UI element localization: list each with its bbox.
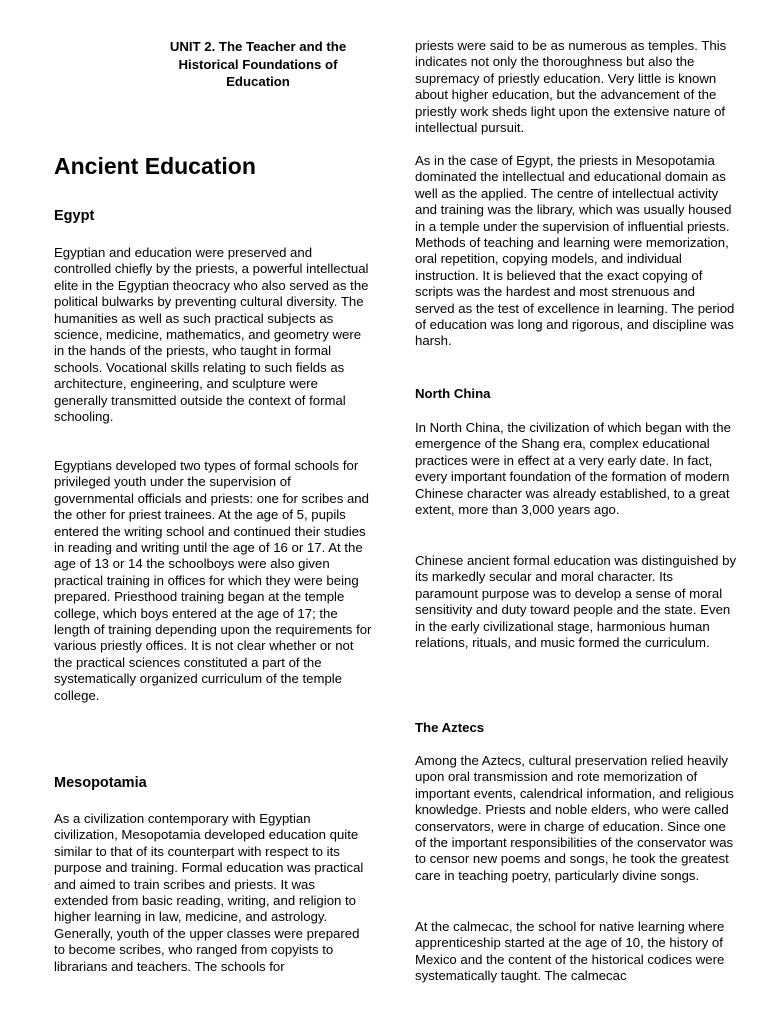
section-heading-aztecs: The Aztecs <box>415 720 485 735</box>
egypt-paragraph-1: Egyptian and education were preserved and controlled chiefly by the priests, a powerful intellectual elite in the Egyptian theocracy who also served as the political bulwarks by preventing cultural diversity. The humanities as well as such practical subjects as science, medicine, mathematics, and geometry were in the hands of the priests, who taught in formal schools. Vocational skills relating to such fields as architecture, engineering, and sculpture were generally transmitted outside the context of formal schooling. <box>54 245 369 425</box>
aztecs-paragraph-1: Among the Aztecs, cultural preservation relied heavily upon oral transmission and rote memorization of important events, calendrical information, and religious knowledge. Priests and noble elders, who were called conservators, were in charge of education. Since one of the important responsibilities of the conservator was to censor new poems and songs, he took the greatest care in teaching poetry, particularly divine songs. <box>415 753 734 883</box>
page-title: Ancient Education <box>54 153 256 179</box>
mesopotamia-paragraph-1: As a civilization contemporary with Egyptian civilization, Mesopotamia developed education quite similar to that of its counterpart with respect to its purpose and training. Formal education was practical and aimed to train scribes and priests. It was extended from basic reading, writing, and religion to higher learning in law, medicine, and astrology. Generally, youth of the upper classes were prepared to become scribes, who ranged from copyists to librarians and teachers. The schools for <box>54 811 364 974</box>
section-heading-egypt: Egypt <box>54 208 95 224</box>
north-china-paragraph-2: Chinese ancient formal education was distinguished by its markedly secular and moral character. Its paramount purpose was to develop a sense of moral sensitivity and duty toward people and the state. Even in the early civilizational stage, harmonious human relations, rituals, and music formed the curriculum. <box>415 553 737 651</box>
north-china-paragraph-1: In North China, the civilization of which began with the emergence of the Shang era, complex educational practices were in effect at a very early date. In fact, every important foundation of the formation of modern Chinese character was already established, to a great extent, more than 3,000 years ago. <box>415 420 731 518</box>
section-heading-north-china: North China <box>415 386 491 401</box>
aztecs-paragraph-2: At the calmecac, the school for native learning where apprenticeship started at the age of 10, the history of Mexico and the content of the historical codices were systematically taught. The calmecac <box>415 919 725 984</box>
section-heading-mesopotamia: Mesopotamia <box>54 775 147 791</box>
mesopotamia-paragraph-1-continued: priests were said to be as numerous as temples. This indicates not only the thoroughness but also the supremacy of priestly education. Very little is known about higher education, but the advancement of the priestly work sheds light upon the extensive nature of intellectual pursuit. <box>415 38 727 136</box>
egypt-paragraph-2: Egyptians developed two types of formal schools for privileged youth under the supervision of governmental officials and priests: one for scribes and the other for priest trainees. At the age of 5, pupils entered the writing school and continued their studies in reading and writing until the age of 16 or 17. At the age of 13 or 14 the schoolboys were also given practical training in offices for which they were being prepared. Priesthood training began at the temple college, which boys entered at the age of 17; the length of training depending upon the requirements for various priestly offices. It is not clear whether or not the practical sciences constituted a part of the systematically organized curriculum of the temple college. <box>54 458 372 703</box>
mesopotamia-paragraph-2: As in the case of Egypt, the priests in Mesopotamia dominated the intellectual and educational domain as well as the applied. The centre of intellectual activity and training was the library, which was usually housed in a temple under the supervision of influential priests. Methods of teaching and learning were memorization, oral repetition, copying models, and individual instruction. It is believed that the exact copying of scripts was the hardest and most strenuous and served as the test of excellence in learning. The period of education was long and rigorous, and discipline was harsh. <box>415 153 735 349</box>
unit-title: UNIT 2. The Teacher and the Historical Foundations of Education <box>169 39 347 89</box>
